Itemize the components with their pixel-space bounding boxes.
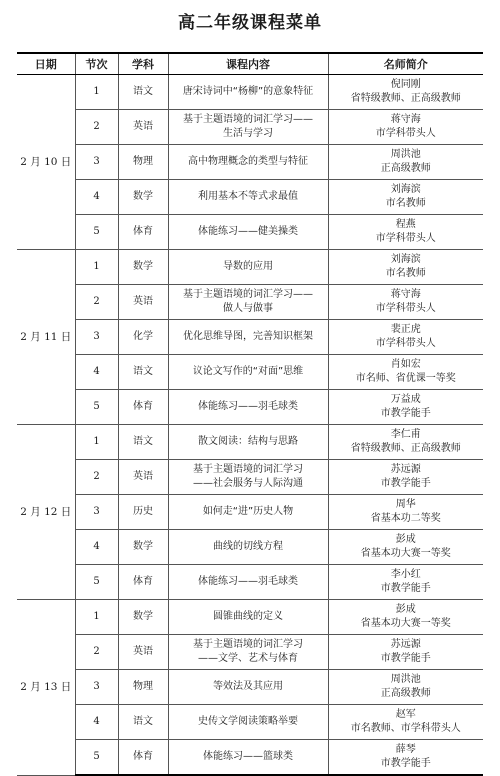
teacher-cell xyxy=(328,565,483,600)
table-row xyxy=(17,705,483,740)
period-cell: 4 xyxy=(75,180,118,215)
content-line: 基于主题语境的词汇学习 xyxy=(193,639,303,650)
teacher-cell xyxy=(328,180,483,215)
teacher-title: 市教学能手 xyxy=(380,583,431,594)
subject-cell: 语文 xyxy=(118,425,168,460)
content-line: 等效法及其应用 xyxy=(213,681,283,692)
subject-cell: 数学 xyxy=(118,180,168,215)
teacher-name: 刘海滨 xyxy=(390,254,421,265)
teacher-title: 省基本功大赛一等奖 xyxy=(360,548,451,559)
subject-cell: 语文 xyxy=(118,75,168,110)
subject-cell: 英语 xyxy=(118,635,168,670)
teacher-cell xyxy=(328,215,483,250)
content-line: 体能练习——篮球类 xyxy=(203,751,293,762)
teacher-title: 市学科带头人 xyxy=(375,233,436,244)
content-cell xyxy=(168,355,328,390)
teacher-title: 市名教师 xyxy=(385,198,426,209)
teacher-name: 李小红 xyxy=(390,569,421,580)
teacher-title: 市学科带头人 xyxy=(375,338,436,349)
teacher-title: 市名教师、市学科带头人 xyxy=(350,723,461,734)
teacher-name: 蒋守海 xyxy=(390,114,421,125)
table-row xyxy=(17,285,483,320)
course-schedule-table xyxy=(17,52,483,776)
teacher-title: 市名教师 xyxy=(385,268,426,279)
table-row xyxy=(17,425,483,460)
header-period: 节次 xyxy=(75,53,118,75)
teacher-title: 省基本功二等奖 xyxy=(370,513,441,524)
content-cell xyxy=(168,460,328,495)
header-date: 日期 xyxy=(17,53,75,75)
content-cell xyxy=(168,145,328,180)
period-cell: 5 xyxy=(75,565,118,600)
teacher-name: 苏远源 xyxy=(390,464,421,475)
subject-cell: 数学 xyxy=(118,250,168,285)
subject-cell: 英语 xyxy=(118,110,168,145)
teacher-cell xyxy=(328,705,483,740)
teacher-cell xyxy=(328,75,483,110)
content-line: 体能练习——羽毛球类 xyxy=(198,401,298,412)
header-content: 课程内容 xyxy=(168,53,328,75)
header-subject: 学科 xyxy=(118,53,168,75)
teacher-title: 市名师、省优课一等奖 xyxy=(355,373,456,384)
table-row xyxy=(17,460,483,495)
table-row xyxy=(17,215,483,250)
table-row xyxy=(17,635,483,670)
period-cell: 2 xyxy=(75,635,118,670)
content-cell xyxy=(168,635,328,670)
content-line: 史传文学阅读策略举要 xyxy=(198,716,298,727)
content-line: 利用基本不等式求最值 xyxy=(198,191,298,202)
table-header-row xyxy=(17,53,483,75)
content-line: 曲线的切线方程 xyxy=(213,541,283,552)
teacher-name: 李仁甫 xyxy=(390,429,421,440)
teacher-cell xyxy=(328,320,483,355)
subject-cell: 体育 xyxy=(118,215,168,250)
subject-cell: 体育 xyxy=(118,390,168,425)
period-cell: 1 xyxy=(75,250,118,285)
period-cell: 2 xyxy=(75,110,118,145)
subject-cell: 化学 xyxy=(118,320,168,355)
content-cell xyxy=(168,250,328,285)
content-cell xyxy=(168,390,328,425)
content-line: 唐宋诗词中“杨柳”的意象特征 xyxy=(182,86,314,97)
period-cell: 1 xyxy=(75,75,118,110)
content-line: 体能练习——健美操类 xyxy=(198,226,298,237)
teacher-title: 省特级教师、正高级教师 xyxy=(350,443,461,454)
page-title: 高二年级课程菜单 xyxy=(178,13,322,33)
teacher-name: 万益成 xyxy=(390,394,421,405)
table-row xyxy=(17,740,483,776)
teacher-cell xyxy=(328,635,483,670)
content-cell xyxy=(168,75,328,110)
content-line: ——文学、艺术与体育 xyxy=(198,653,298,664)
period-cell: 5 xyxy=(75,215,118,250)
teacher-title: 市教学能手 xyxy=(380,408,431,419)
table-row xyxy=(17,355,483,390)
table-row xyxy=(17,670,483,705)
teacher-name: 倪同刚 xyxy=(390,79,421,90)
teacher-cell xyxy=(328,670,483,705)
teacher-cell xyxy=(328,740,483,776)
content-line: 生活与学习 xyxy=(223,128,273,139)
subject-cell: 语文 xyxy=(118,355,168,390)
date-cell: 2 月 13 日 xyxy=(17,600,75,776)
schedule-body xyxy=(17,75,483,776)
subject-cell: 数学 xyxy=(118,600,168,635)
content-line: 圆锥曲线的定义 xyxy=(213,611,283,622)
teacher-cell xyxy=(328,600,483,635)
period-cell: 3 xyxy=(75,670,118,705)
teacher-title: 市教学能手 xyxy=(380,758,431,769)
teacher-cell xyxy=(328,530,483,565)
table-row xyxy=(17,565,483,600)
content-cell xyxy=(168,670,328,705)
subject-cell: 物理 xyxy=(118,670,168,705)
subject-cell: 英语 xyxy=(118,460,168,495)
teacher-title: 市教学能手 xyxy=(380,478,431,489)
date-cell: 2 月 12 日 xyxy=(17,425,75,600)
teacher-cell xyxy=(328,495,483,530)
teacher-name: 赵军 xyxy=(395,709,416,720)
date-cell: 2 月 11 日 xyxy=(17,250,75,425)
subject-cell: 物理 xyxy=(118,145,168,180)
teacher-name: 程燕 xyxy=(395,219,416,230)
content-line: 议论文写作的“对面”思维 xyxy=(192,366,304,377)
subject-cell: 体育 xyxy=(118,565,168,600)
header-teacher: 名师简介 xyxy=(328,53,483,75)
period-cell: 4 xyxy=(75,530,118,565)
period-cell: 2 xyxy=(75,460,118,495)
content-cell xyxy=(168,285,328,320)
content-cell xyxy=(168,740,328,776)
teacher-name: 蒋守海 xyxy=(390,289,421,300)
content-cell xyxy=(168,320,328,355)
content-line: 散文阅读：结构与思路 xyxy=(198,436,298,447)
table-row xyxy=(17,75,483,110)
content-line: 如何走“进”历史人物 xyxy=(202,506,294,517)
content-cell xyxy=(168,495,328,530)
subject-cell: 体育 xyxy=(118,740,168,776)
subject-cell: 历史 xyxy=(118,495,168,530)
content-cell xyxy=(168,600,328,635)
period-cell: 5 xyxy=(75,390,118,425)
period-cell: 1 xyxy=(75,425,118,460)
subject-cell: 数学 xyxy=(118,530,168,565)
table-row xyxy=(17,145,483,180)
teacher-cell xyxy=(328,285,483,320)
period-cell: 4 xyxy=(75,355,118,390)
period-cell: 4 xyxy=(75,705,118,740)
teacher-title: 市学科带头人 xyxy=(375,128,436,139)
content-line: 基于主题语境的词汇学习—— xyxy=(183,289,313,300)
teacher-name: 裴正虎 xyxy=(390,324,421,335)
teacher-cell xyxy=(328,145,483,180)
content-line: 优化思维导图，完善知识框架 xyxy=(183,331,313,342)
table-row xyxy=(17,110,483,145)
period-cell: 2 xyxy=(75,285,118,320)
content-cell xyxy=(168,110,328,145)
content-line: 体能练习——羽毛球类 xyxy=(198,576,298,587)
table-row xyxy=(17,530,483,565)
teacher-title: 市学科带头人 xyxy=(375,303,436,314)
teacher-name: 周华 xyxy=(395,499,416,510)
teacher-title: 市教学能手 xyxy=(380,653,431,664)
teacher-name: 周洪池 xyxy=(390,149,421,160)
content-line: 高中物理概念的类型与特征 xyxy=(188,156,308,167)
date-cell: 2 月 10 日 xyxy=(17,75,75,250)
content-line: 做人与做事 xyxy=(223,303,273,314)
teacher-title: 正高级教师 xyxy=(380,163,431,174)
content-cell xyxy=(168,180,328,215)
teacher-name: 薛琴 xyxy=(395,744,416,755)
content-cell xyxy=(168,705,328,740)
table-row xyxy=(17,390,483,425)
teacher-title: 正高级教师 xyxy=(380,688,431,699)
table-row xyxy=(17,320,483,355)
period-cell: 3 xyxy=(75,320,118,355)
teacher-cell xyxy=(328,250,483,285)
teacher-cell xyxy=(328,390,483,425)
content-cell xyxy=(168,425,328,460)
content-line: 基于主题语境的词汇学习 xyxy=(193,464,303,475)
teacher-name: 刘海滨 xyxy=(390,184,421,195)
content-line: ——社会服务与人际沟通 xyxy=(193,478,303,489)
teacher-cell xyxy=(328,460,483,495)
content-line: 导数的应用 xyxy=(223,261,273,272)
teacher-cell xyxy=(328,425,483,460)
teacher-name: 周洪池 xyxy=(390,674,421,685)
table-row xyxy=(17,250,483,285)
subject-cell: 语文 xyxy=(118,705,168,740)
table-row xyxy=(17,495,483,530)
table-row xyxy=(17,600,483,635)
teacher-name: 肖如宏 xyxy=(390,359,421,370)
period-cell: 3 xyxy=(75,145,118,180)
teacher-name: 彭成 xyxy=(395,534,416,545)
period-cell: 5 xyxy=(75,740,118,776)
teacher-name: 苏远源 xyxy=(390,639,421,650)
teacher-title: 省基本功大赛一等奖 xyxy=(360,618,451,629)
content-cell xyxy=(168,565,328,600)
period-cell: 3 xyxy=(75,495,118,530)
period-cell: 1 xyxy=(75,600,118,635)
teacher-cell xyxy=(328,110,483,145)
teacher-cell xyxy=(328,355,483,390)
content-line: 基于主题语境的词汇学习—— xyxy=(183,114,313,125)
content-cell xyxy=(168,215,328,250)
content-cell xyxy=(168,530,328,565)
teacher-name: 彭成 xyxy=(395,604,416,615)
teacher-title: 省特级教师、正高级教师 xyxy=(350,93,461,104)
subject-cell: 英语 xyxy=(118,285,168,320)
table-row xyxy=(17,180,483,215)
